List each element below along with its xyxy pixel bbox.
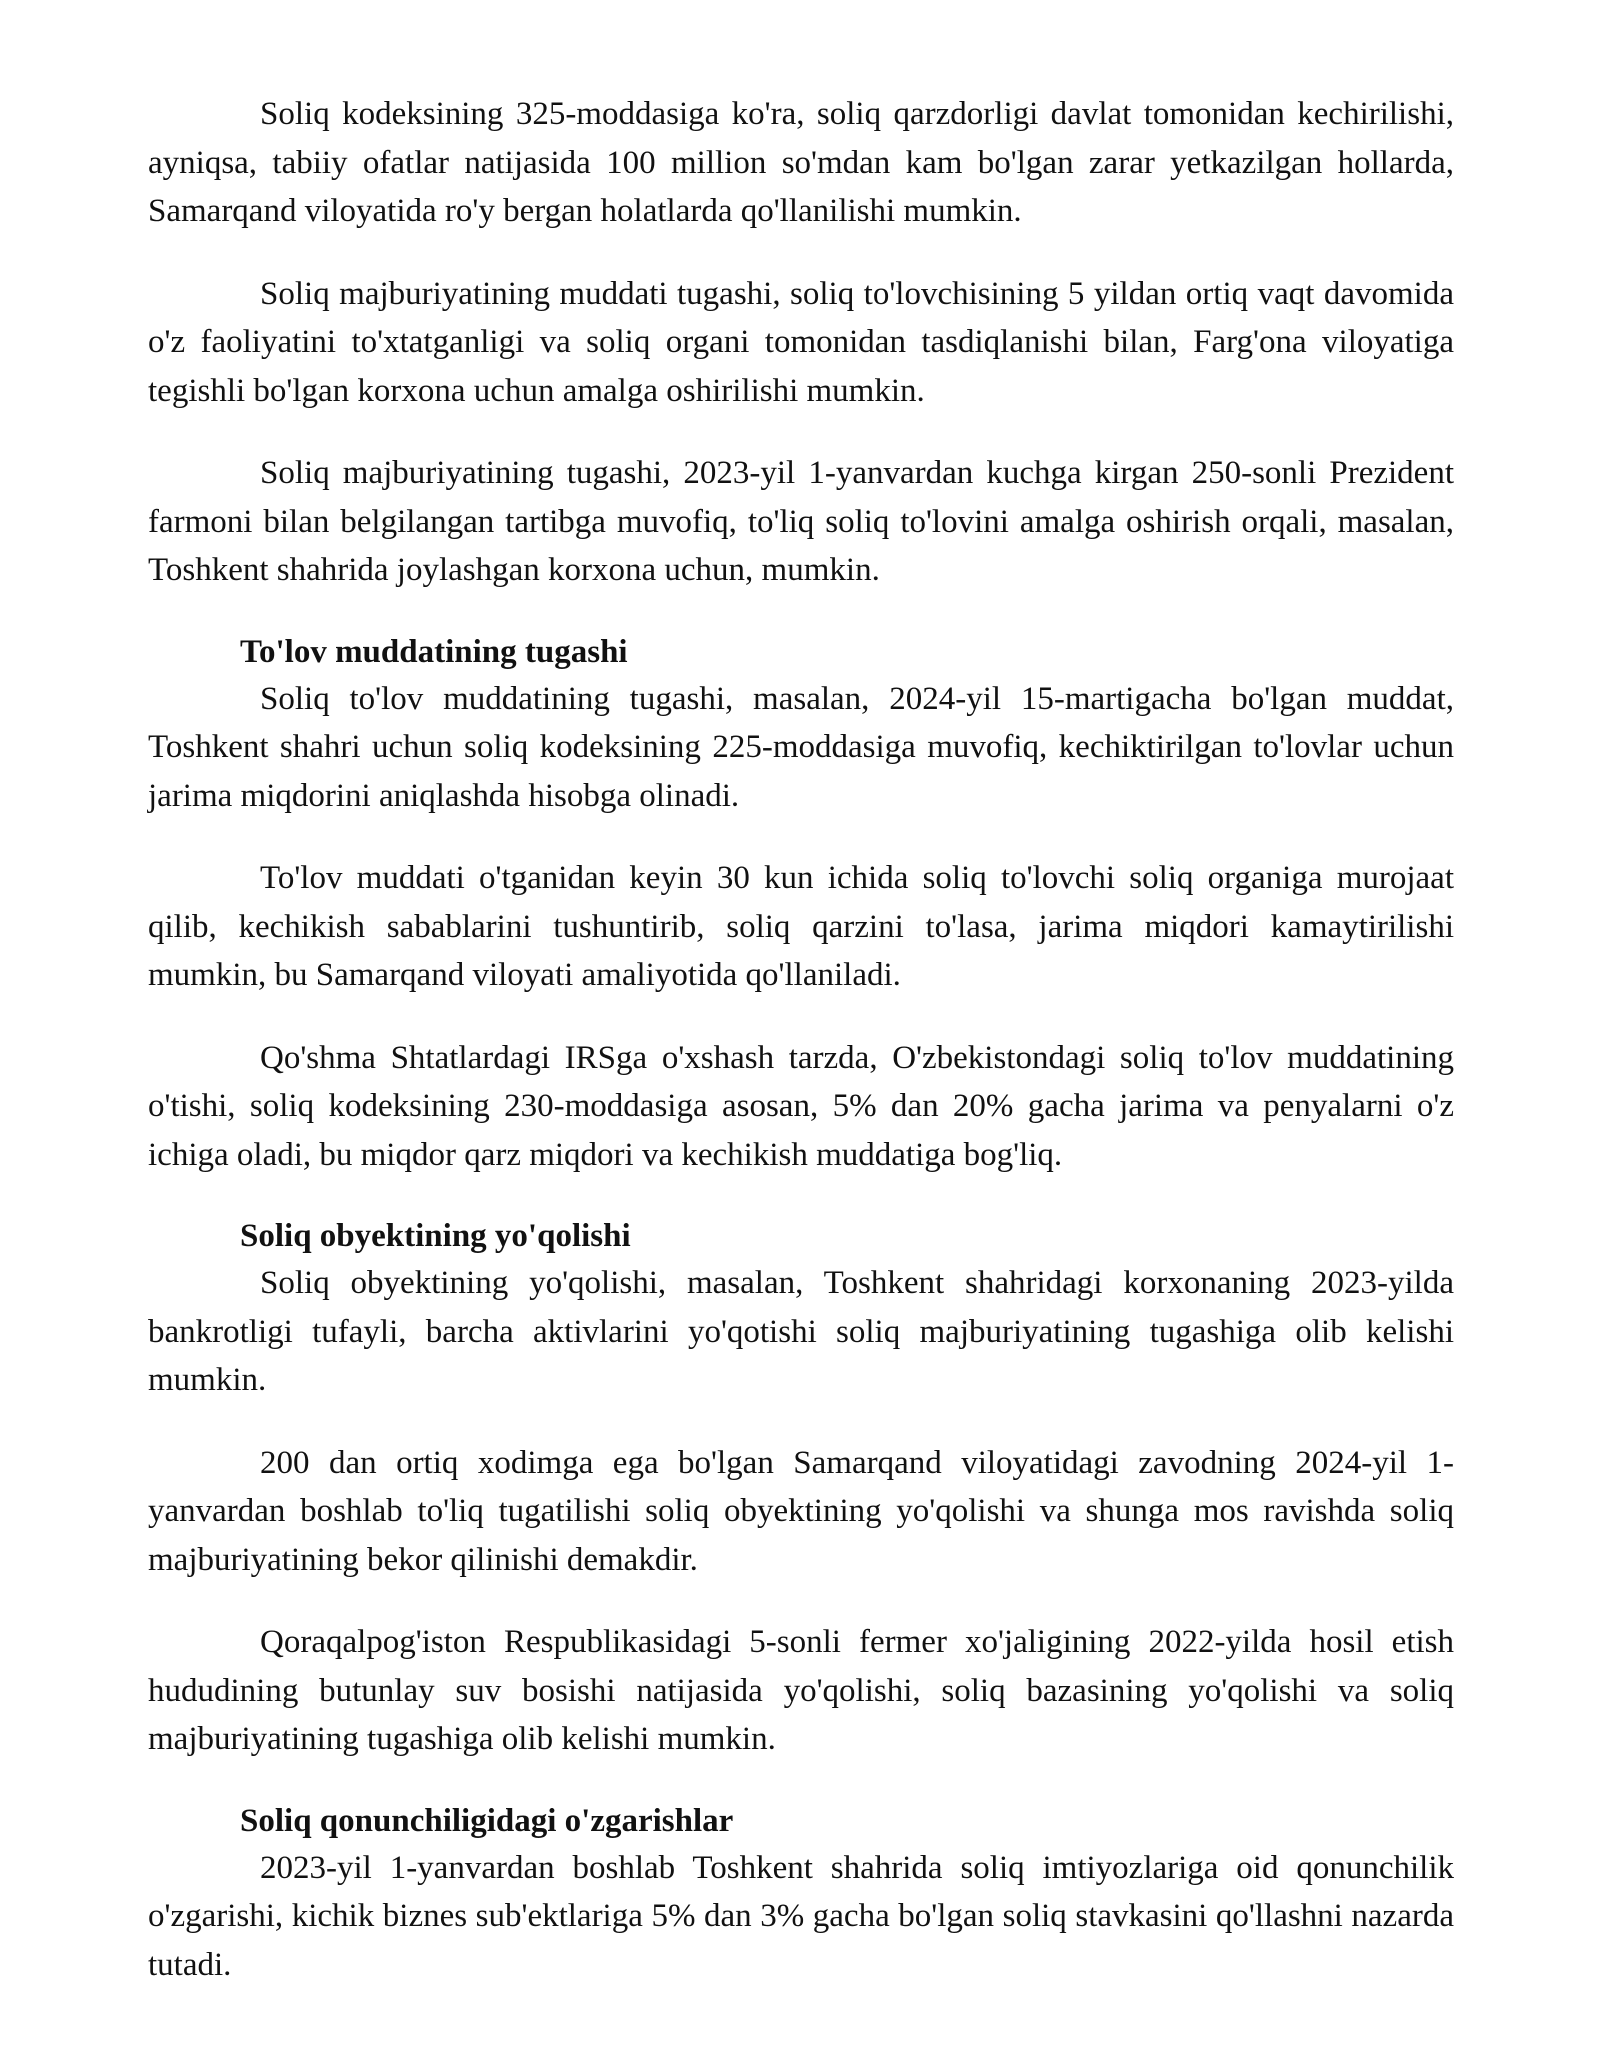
section-heading: To'lov muddatining tugashi: [240, 633, 628, 670]
document-page: [148, 90, 1454, 1989]
section-heading: Soliq obyektining yo'qolishi: [240, 1218, 631, 1254]
paragraph: Soliq kodeksining 325-moddasiga ko'ra, soliq qarzdorligi davlat tomonidan kechirilishi, ayniqsa, tabiiy ofatlar natijasida 100 million so'mdan kam bo'lgan zarar yetkazilgan hollarda, Samarqand viloyatida ro'y bergan holatlarda qo'llanilishi mumkin.: [148, 96, 1454, 229]
paragraph: Qoraqalpog'iston Respublikasidagi 5-sonli fermer xo'jaligining 2022-yilda hosil etish hududining butunlay suv bosishi natijasida yo'qolishi, soliq bazasining yo'qolishi va soliq majburiyatining tugashiga olib kelishi mumkin.: [148, 1624, 1454, 1757]
paragraph: 2023-yil 1-yanvardan boshlab Toshkent shahrida soliq imtiyozlariga oid qonunchilik o'zgarishi, kichik biznes sub'ektlariga 5% dan 3% gacha bo'lgan soliq stavkasini qo'llashni nazarda tutadi.: [148, 1849, 1454, 1983]
paragraph: Soliq majburiyatining tugashi, 2023-yil 1-yanvardan kuchga kirgan 250-sonli Prezident farmoni bilan belgilangan tartibga muvofiq, to'liq soliq to'lovini amalga oshirish orqali, masalan, Toshkent shahrida joylashgan korxona uchun, mumkin.: [148, 455, 1454, 588]
paragraph: To'lov muddati o'tganidan keyin 30 kun ichida soliq to'lovchi soliq organiga murojaat qilib, kechikish sabablarini tushuntirib, soliq qarzini to'lasa, jarima miqdori kamaytirilishi mumkin, bu Samarqand viloyati amaliyotida qo'llaniladi.: [148, 860, 1454, 993]
paragraph: 200 dan ortiq xodimga ega bo'lgan Samarqand viloyatidagi zavodning 2024-yil 1-yanvardan boshlab to'liq tugatilishi soliq obyektining yo'qolishi va shunga mos ravishda soliq majburiyatining bekor qilinishi demakdir.: [148, 1444, 1454, 1578]
paragraph: Soliq to'lov muddatining tugashi, masalan, 2024-yil 15-martigacha bo'lgan muddat, Toshkent shahri uchun soliq kodeksining 225-moddasiga muvofiq, kechiktirilgan to'lovlar uchun jarima miqdorini aniqlashda hisobga olinadi.: [148, 680, 1454, 814]
paragraph: Qo'shma Shtatlardagi IRSga o'xshash tarzda, O'zbekistondagi soliq to'lov muddatining o'tishi, soliq kodeksining 230-moddasiga asosan, 5% dan 20% gacha jarima va penyalarni o'z ichiga oladi, bu miqdor qarz miqdori va kechikish muddatiga bog'liq.: [148, 1039, 1454, 1173]
paragraph: Soliq majburiyatining muddati tugashi, soliq to'lovchisining 5 yildan ortiq vaqt davomida o'z faoliyatini to'xtatganligi va soliq organi tomonidan tasdiqlanishi bilan, Farg'ona viloyatiga tegishli bo'lgan korxona uchun amalga oshirilishi mumkin.: [148, 275, 1454, 409]
section-heading: Soliq qonunchiligidagi o'zgarishlar: [240, 1802, 734, 1839]
paragraph: Soliq obyektining yo'qolishi, masalan, Toshkent shahridagi korxonaning 2023-yilda bankrotligi tufayli, barcha aktivlarini yo'qotishi soliq majburiyatining tugashiga olib kelishi mumkin.: [148, 1265, 1454, 1398]
